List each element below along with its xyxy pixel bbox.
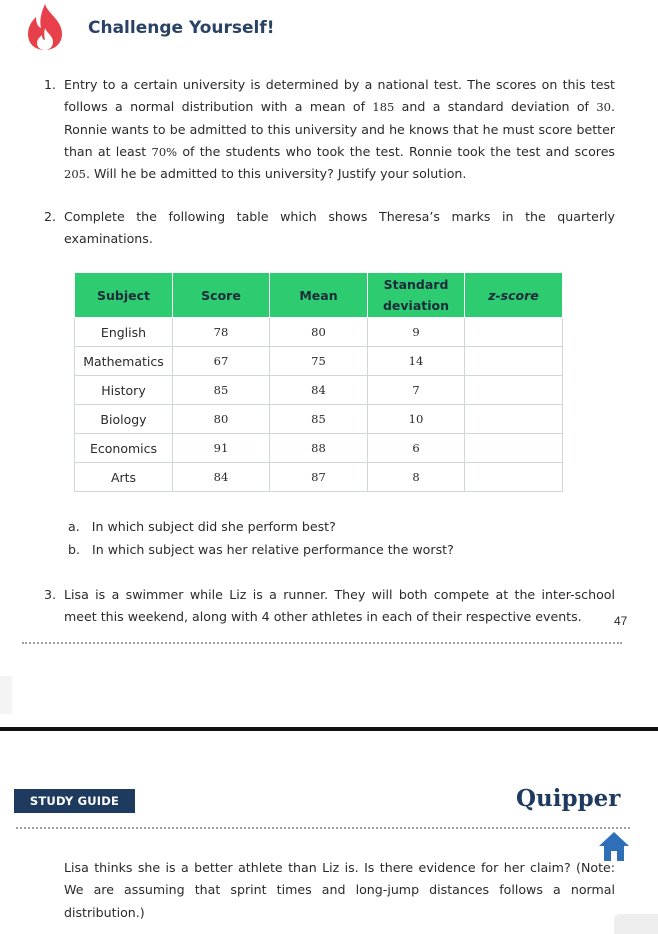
cell-subject: Economics [75,434,173,463]
cell-z-score[interactable] [465,347,563,376]
cell-z-score[interactable] [465,463,563,492]
cell-mean: 75 [270,347,368,376]
cell-mean: 87 [270,463,368,492]
table-row [75,434,563,463]
table-row [75,463,563,492]
brand-logo: Quipper [516,785,621,812]
question-3-number: 3. [44,587,57,602]
cell-score: 91 [173,434,270,463]
cell-score: 85 [173,376,270,405]
cell-subject: Arts [75,463,173,492]
page-divider [22,642,622,644]
page-number: 47 [614,614,628,628]
header-standard-deviation: Standard deviation [368,273,465,318]
table-row [75,376,563,405]
cell-mean: 85 [270,405,368,434]
table-row [75,405,563,434]
cell-mean: 88 [270,434,368,463]
cell-subject: English [75,318,173,347]
table-header-row [75,273,563,318]
header-subject: Subject [75,273,173,318]
subquestion-b-text: In which subject was her relative performance the worst? [92,542,454,557]
cell-score: 84 [173,463,270,492]
subquestion-a-label: a. [68,519,80,534]
question-1-number: 1. [44,77,57,92]
study-guide-badge: STUDY GUIDE [14,789,135,813]
page-edge [0,676,12,714]
page-break-bar [0,727,658,731]
cell-subject: History [75,376,173,405]
cell-sd: 6 [368,434,465,463]
header-divider [16,827,630,829]
cell-sd: 10 [368,405,465,434]
marks-table [74,272,563,492]
question-3-continuation: Lisa thinks she is a better athlete than Liz is. Is there evidence for her claim? (Note: We are assuming that sprint times and long-jump distances follows a normal distribution.) [64,860,615,920]
subquestion-a-text: In which subject did she perform best? [91,519,336,534]
question-3-text: Lisa is a swimmer while Liz is a runner. They will both compete at the inter-school meet this weekend, along with 4 other athletes in each of their respective events. [64,587,615,625]
question-2-number: 2. [44,209,57,224]
cell-z-score[interactable] [465,376,563,405]
cell-sd: 7 [368,376,465,405]
cell-z-score[interactable] [465,405,563,434]
page-title: Challenge Yourself! [88,18,275,38]
cell-z-score[interactable] [465,434,563,463]
cell-mean: 84 [270,376,368,405]
header-score: Score [173,273,270,318]
subquestion-b-label: b. [68,542,80,557]
question-1-text: Entry to a certain university is determined by a national test. The scores on this test follows a normal distribution with a mean of 185 and a standard deviation of 30. Ronnie wants to be admitted to this university and he knows that he must score better than at least 70% of the students who took the test. Ronnie took the test and scores 205. Will he be admitted to this university? Justify your solution. [64,77,615,182]
cell-sd: 9 [368,318,465,347]
cell-subject: Mathematics [75,347,173,376]
cell-score: 67 [173,347,270,376]
header-z-score: z-score [465,273,563,318]
subquestion-b [68,542,454,557]
cell-subject: Biology [75,405,173,434]
question-2-text: Complete the following table which shows Theresa’s marks in the quarterly examinations. [64,209,615,247]
fire-icon [22,2,68,52]
corner-tab [614,914,658,934]
table-row [75,318,563,347]
header-mean: Mean [270,273,368,318]
cell-score: 78 [173,318,270,347]
cell-sd: 14 [368,347,465,376]
cell-mean: 80 [270,318,368,347]
table-row [75,347,563,376]
subquestion-a [68,519,336,534]
cell-sd: 8 [368,463,465,492]
cell-score: 80 [173,405,270,434]
cell-z-score[interactable] [465,318,563,347]
